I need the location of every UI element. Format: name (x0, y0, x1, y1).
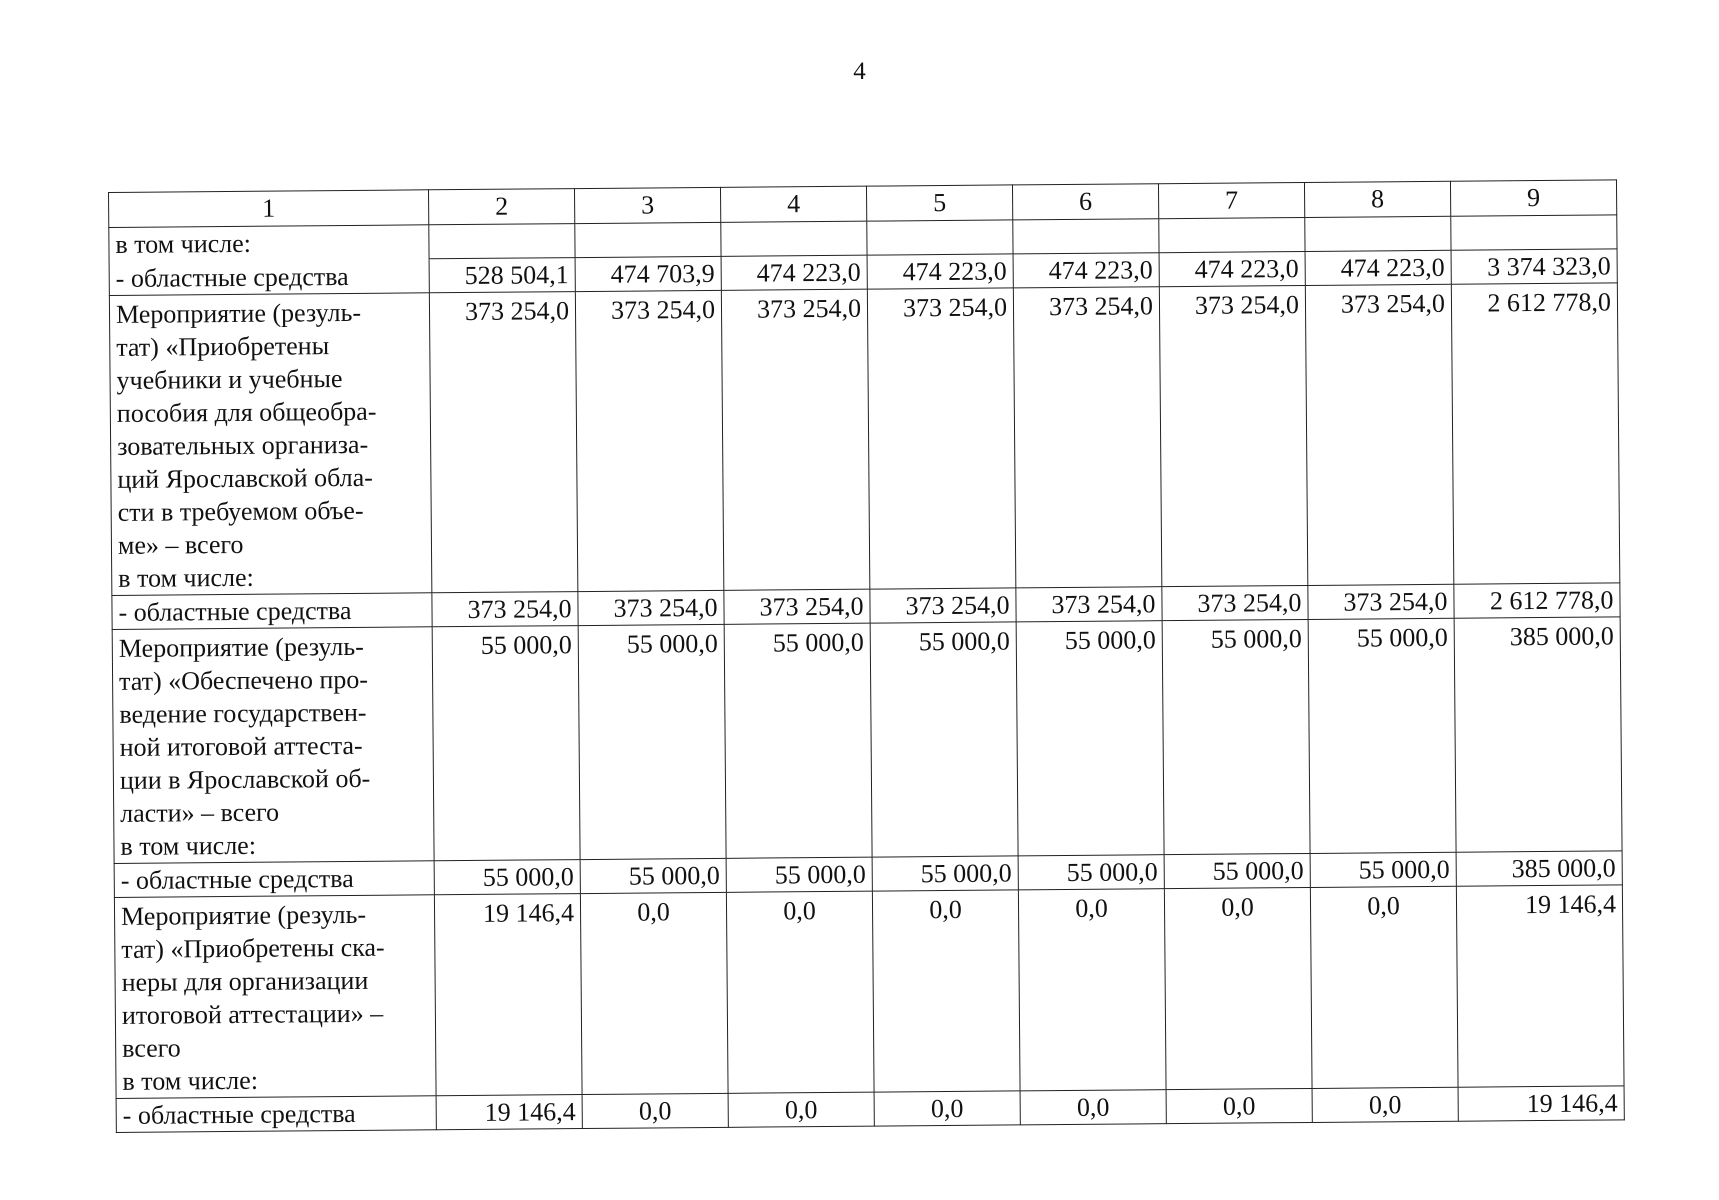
table-cell: 373 254,0 (724, 589, 870, 624)
budget-table (108, 179, 1625, 1133)
table-cell: 55 000,0 (432, 626, 580, 861)
table-cell: 55 000,0 (726, 857, 872, 892)
column-header: 2 (428, 189, 574, 225)
table-cell: 0,0 (1020, 1090, 1166, 1125)
table-cell: 0,0 (1018, 889, 1166, 1091)
table-cell: 373 254,0 (1016, 587, 1162, 622)
table-cell: 373 254,0 (1308, 584, 1454, 619)
table-cell: 55 000,0 (434, 860, 580, 895)
table-cell: 0,0 (728, 1092, 874, 1127)
table-cell: 19 146,4 (434, 894, 582, 1096)
table-cell-total: 2 612 778,0 (1451, 283, 1620, 584)
table-cell-total: 19 146,4 (1456, 885, 1624, 1087)
activity-name: Мероприятие (резуль- тат) «Обеспечено про- ведение государствен- ной итоговой аттеста- ции в Ярославской об- ласти» – всего в том числе: (112, 627, 434, 864)
table-cell: 0,0 (1166, 1088, 1312, 1123)
table-cell-empty (429, 224, 575, 259)
table-cell: 373 254,0 (1305, 284, 1454, 585)
table-cell: 0,0 (1310, 886, 1458, 1088)
column-header: 8 (1304, 181, 1450, 217)
table-cell-total: 2 612 778,0 (1454, 583, 1620, 618)
table-cell: 474 223,0 (1013, 253, 1159, 288)
table-cell: 474 223,0 (1305, 250, 1451, 285)
table-cell-total: 3 374 323,0 (1451, 249, 1617, 284)
table-cell: 373 254,0 (721, 289, 870, 590)
table-cell: 474 223,0 (1159, 251, 1305, 286)
table-cell: 55 000,0 (1016, 621, 1164, 856)
table-cell: 373 254,0 (1162, 585, 1308, 620)
table-cell-empty (1305, 216, 1451, 251)
table-cell: 474 223,0 (721, 255, 867, 290)
table-cell-empty (1451, 215, 1617, 250)
row-label-regional: - областные средства (109, 259, 429, 296)
table-cell: 55 000,0 (1164, 853, 1310, 888)
table-cell: 55 000,0 (724, 623, 872, 858)
column-header: 3 (574, 187, 720, 223)
table-cell: 373 254,0 (867, 288, 1016, 589)
table-cell-empty (1159, 217, 1305, 252)
column-header: 7 (1158, 182, 1304, 218)
table-cell-empty (867, 220, 1013, 255)
row-label-incl: в том числе: (109, 225, 429, 262)
activity-name: Мероприятие (резуль- тат) «Приобретены ска- неры для организации итоговой аттестации» – всего в том числе: (114, 895, 436, 1099)
table-row-activity (109, 283, 1619, 596)
table-cell: 373 254,0 (1013, 287, 1162, 588)
table-cell: 55 000,0 (1310, 852, 1456, 887)
table-cell: 19 146,4 (436, 1095, 582, 1130)
table-cell: 0,0 (726, 891, 874, 1093)
table-cell: 373 254,0 (870, 588, 1016, 623)
table-cell: 0,0 (580, 892, 728, 1094)
table-cell: 373 254,0 (578, 590, 724, 625)
row-label-regional: - областные средства (114, 861, 434, 898)
table-cell: 55 000,0 (1308, 618, 1456, 853)
column-header: 4 (720, 186, 866, 222)
table-cell: 474 703,9 (575, 256, 721, 291)
table-cell: 0,0 (872, 890, 1020, 1092)
table-row-activity (114, 885, 1624, 1099)
column-header: 9 (1450, 180, 1616, 216)
table-cell: 55 000,0 (580, 858, 726, 893)
table-cell: 373 254,0 (429, 292, 578, 593)
table-cell: 0,0 (582, 1093, 728, 1128)
table-cell-empty (721, 221, 867, 256)
table-cell: 0,0 (1312, 1087, 1458, 1122)
table-cell: 0,0 (874, 1091, 1020, 1126)
budget-table-sheet (108, 179, 1624, 1133)
table-cell-empty (1013, 219, 1159, 254)
table-cell: 528 504,1 (429, 258, 575, 293)
column-header: 6 (1012, 184, 1158, 220)
table-cell: 373 254,0 (1159, 285, 1308, 586)
table-row-activity (112, 617, 1622, 864)
row-label-regional: - областные средства (112, 593, 432, 630)
table-cell: 373 254,0 (575, 290, 724, 591)
row-label-regional: - областные средства (116, 1096, 436, 1133)
table-cell-total: 385 000,0 (1454, 617, 1622, 852)
table-cell: 55 000,0 (1018, 855, 1164, 890)
page-number: 4 (853, 58, 866, 85)
table-cell-total: 385 000,0 (1456, 851, 1622, 886)
column-header: 1 (109, 190, 429, 228)
table-cell: 474 223,0 (867, 254, 1013, 289)
table-cell: 55 000,0 (1162, 619, 1310, 854)
table-cell: 55 000,0 (872, 856, 1018, 891)
table-cell: 0,0 (1164, 887, 1312, 1089)
activity-name: Мероприятие (резуль- тат) «Приобретены учебники и учебные пособия для общеобра- зовательных организа- ций Ярославской обла- сти в требуемом объе- ме» – всего в том числе: (109, 293, 432, 596)
table-cell-total: 19 146,4 (1458, 1086, 1624, 1121)
table-cell: 55 000,0 (578, 624, 726, 859)
table-cell: 55 000,0 (870, 622, 1018, 857)
table-cell: 373 254,0 (432, 592, 578, 627)
column-header: 5 (866, 185, 1012, 221)
table-cell-empty (575, 222, 721, 257)
